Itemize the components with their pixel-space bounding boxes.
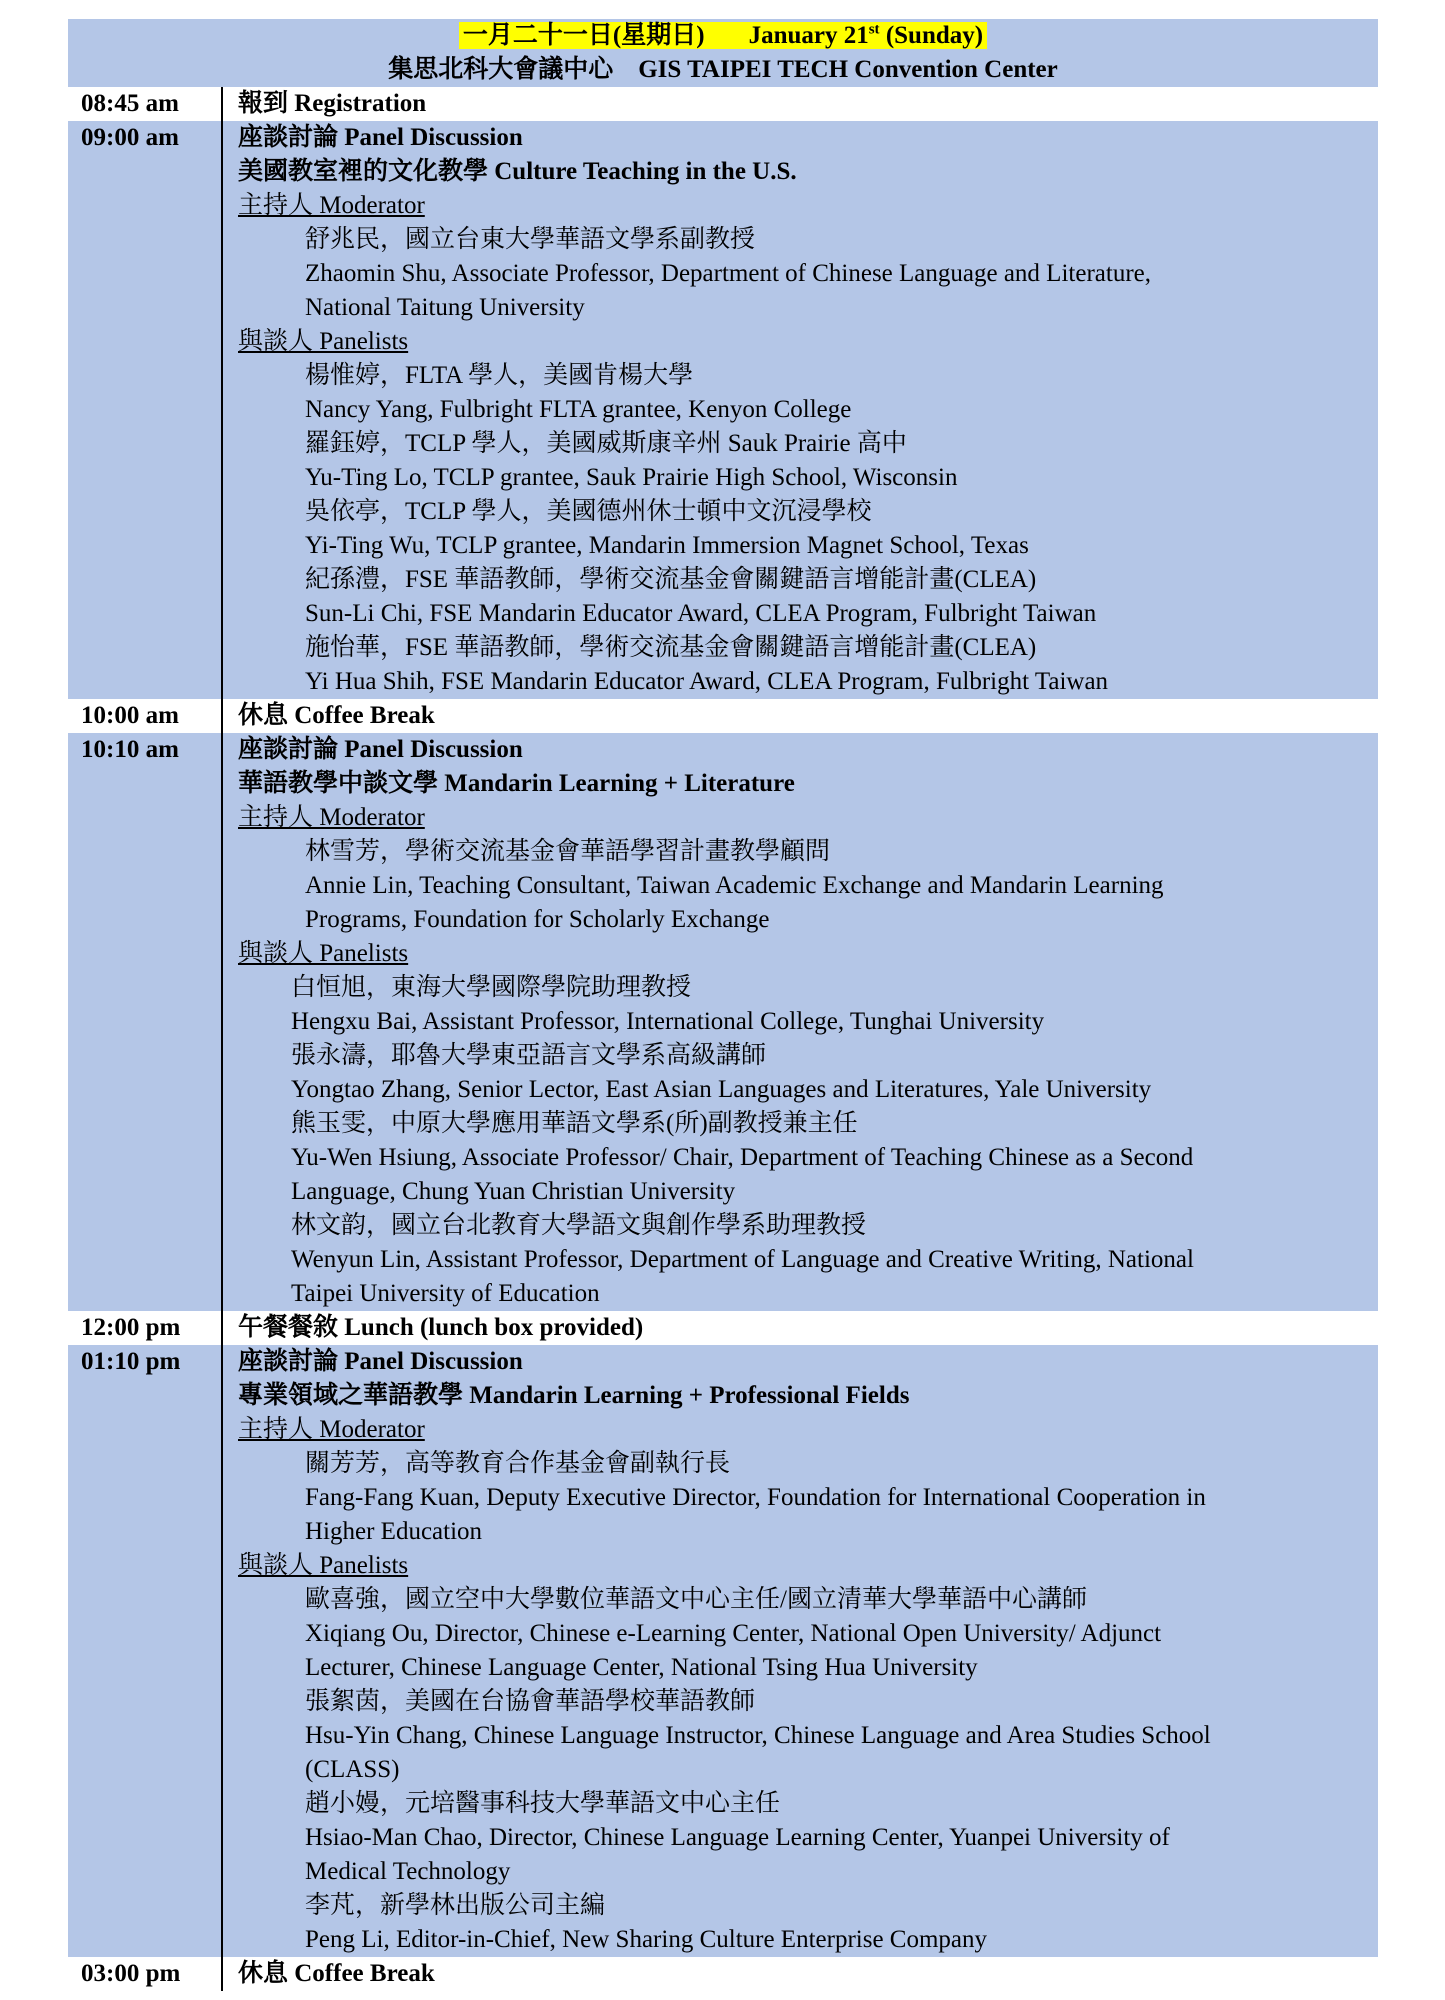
- panelist-line: Medical Technology: [305, 1858, 511, 1885]
- panelist-line: Yu-Wen Hsiung, Associate Professor/ Chair, Department of Teaching Chinese as a Second: [291, 1144, 1194, 1171]
- panelist-line: Peng Li, Editor-in-Chief, New Sharing Culture Enterprise Company: [305, 1926, 988, 1953]
- time-cell: 09:00 am: [68, 121, 223, 699]
- moderator-line: Higher Education: [305, 1518, 483, 1545]
- date-en: January 21st (Sunday): [748, 21, 984, 49]
- schedule-row-coffee-break-1: [68, 699, 1378, 733]
- session-kind: 座談討論 Panel Discussion: [238, 736, 523, 763]
- schedule-row-panel-3: [68, 1345, 1378, 1957]
- session-title: 華語教學中談文學 Mandarin Learning + Literature: [238, 770, 795, 797]
- lunch-item: 午餐餐敘 Lunch (lunch box provided): [238, 1314, 644, 1341]
- panelist-line: 熊玉雯，中原大學應用華語文學系(所)副教授兼主任: [291, 1110, 858, 1137]
- panelist-line: Hsiao-Man Chao, Director, Chinese Language Learning Center, Yuanpei University of: [305, 1824, 1170, 1851]
- session-kind: 座談討論 Panel Discussion: [238, 124, 523, 151]
- moderator-line: National Taitung University: [305, 294, 585, 321]
- time-cell: 03:00 pm: [68, 1957, 223, 1991]
- session-title: 專業領域之華語教學 Mandarin Learning + Professional Fields: [238, 1382, 910, 1409]
- panelist-line: 楊惟婷，FLTA 學人，美國肯楊大學: [305, 362, 694, 389]
- panelist-line: Sun-Li Chi, FSE Mandarin Educator Award, CLEA Program, Fulbright Taiwan: [305, 600, 1097, 627]
- moderator-line: 林雪芳，學術交流基金會華語學習計畫教學顧問: [305, 838, 831, 865]
- session-kind: 座談討論 Panel Discussion: [238, 1348, 523, 1375]
- schedule-row-panel-1: [68, 121, 1378, 699]
- date-highlight: [459, 22, 987, 49]
- panelist-line: Taipei University of Education: [291, 1280, 600, 1307]
- panelist-line: 施怡華，FSE 華語教師，學術交流基金會關鍵語言增能計畫(CLEA): [305, 634, 1037, 661]
- time-cell: 10:10 am: [68, 733, 223, 1311]
- moderator-line: Fang-Fang Kuan, Deputy Executive Director, Foundation for International Cooperation in: [305, 1484, 1206, 1511]
- venue: 集思北科大會議中心 GIS TAIPEI TECH Convention Center: [388, 56, 1058, 83]
- panelists-label: 與談人 Panelists: [238, 1552, 409, 1579]
- panelist-line: Nancy Yang, Fulbright FLTA grantee, Kenyon College: [305, 396, 852, 423]
- panelist-line: (CLASS): [305, 1756, 400, 1783]
- time-cell: 12:00 pm: [68, 1311, 223, 1345]
- panelist-line: Yu-Ting Lo, TCLP grantee, Sauk Prairie High School, Wisconsin: [305, 464, 958, 491]
- panel-1-details: [223, 121, 1378, 699]
- panelists-label: 與談人 Panelists: [238, 328, 409, 355]
- session-title: 美國教室裡的文化教學 Culture Teaching in the U.S.: [238, 158, 797, 185]
- panel-3-details: [223, 1345, 1378, 1957]
- panel-2-details: [223, 733, 1378, 1311]
- panelist-line: 歐喜強，國立空中大學數位華語文中心主任/國立清華大學華語中心講師: [305, 1586, 1087, 1613]
- panelist-line: Hsu-Yin Chang, Chinese Language Instructor, Chinese Language and Area Studies School: [305, 1722, 1211, 1749]
- panelist-line: 張絮茵，美國在台協會華語學校華語教師: [305, 1688, 756, 1715]
- moderator-line: 舒兆民，國立台東大學華語文學系副教授: [305, 226, 756, 253]
- moderator-line: Annie Lin, Teaching Consultant, Taiwan Academic Exchange and Mandarin Learning: [305, 872, 1164, 899]
- time-cell: 01:10 pm: [68, 1345, 223, 1957]
- panelist-line: 紀孫澧，FSE 華語教師，學術交流基金會關鍵語言增能計畫(CLEA): [305, 566, 1037, 593]
- panelist-line: 吳依亭，TCLP 學人，美國德州休士頓中文沉浸學校: [305, 498, 872, 525]
- coffee-break-item: 休息 Coffee Break: [238, 1960, 435, 1987]
- moderator-line: Programs, Foundation for Scholarly Exchange: [305, 906, 770, 933]
- schedule-row-panel-2: [68, 733, 1378, 1311]
- schedule-row-coffee-break-2: [68, 1957, 1378, 1991]
- program-schedule: [68, 19, 1378, 1991]
- panelist-line: Lecturer, Chinese Language Center, National Tsing Hua University: [305, 1654, 978, 1681]
- panelists-label: 與談人 Panelists: [238, 940, 409, 967]
- moderator-label: 主持人 Moderator: [238, 804, 425, 831]
- panelist-line: 張永濤，耶魯大學東亞語言文學系高級講師: [291, 1042, 767, 1069]
- panelist-line: Language, Chung Yuan Christian University: [291, 1178, 736, 1205]
- moderator-label: 主持人 Moderator: [238, 1416, 425, 1443]
- schedule-row-registration: [68, 87, 1378, 121]
- coffee-break-item: 休息 Coffee Break: [238, 702, 435, 729]
- time-cell: 08:45 am: [68, 87, 223, 121]
- date-line: [68, 19, 1378, 53]
- moderator-line: Zhaomin Shu, Associate Professor, Department of Chinese Language and Literature,: [305, 260, 1151, 287]
- panelist-line: Xiqiang Ou, Director, Chinese e-Learning Center, National Open University/ Adjunct: [305, 1620, 1162, 1647]
- panelist-line: 林文韵，國立台北教育大學語文與創作學系助理教授: [291, 1212, 867, 1239]
- panelist-line: Yi-Ting Wu, TCLP grantee, Mandarin Immersion Magnet School, Texas: [305, 532, 1029, 559]
- panelist-line: Wenyun Lin, Assistant Professor, Department of Language and Creative Writing, National: [291, 1246, 1194, 1273]
- date-zh: 一月二十一日(星期日): [462, 22, 705, 49]
- panelist-line: Hengxu Bai, Assistant Professor, International College, Tunghai University: [291, 1008, 1045, 1035]
- panelist-line: 羅鈺婷，TCLP 學人，美國威斯康辛州 Sauk Prairie 高中: [305, 430, 907, 457]
- registration-item: 報到 Registration: [238, 90, 427, 117]
- schedule-row-lunch: [68, 1311, 1378, 1345]
- schedule-header: [68, 19, 1378, 87]
- panelist-line: Yongtao Zhang, Senior Lector, East Asian Languages and Literatures, Yale University: [291, 1076, 1152, 1103]
- time-cell: 10:00 am: [68, 699, 223, 733]
- panelist-line: 趙小嫚，元培醫事科技大學華語文中心主任: [305, 1790, 781, 1817]
- moderator-label: 主持人 Moderator: [238, 192, 425, 219]
- moderator-line: 關芳芳，高等教育合作基金會副執行長: [305, 1450, 731, 1477]
- panelist-line: 李芃，新學林出版公司主編: [305, 1892, 606, 1919]
- panelist-line: 白恒旭，東海大學國際學院助理教授: [291, 974, 692, 1001]
- panelist-line: Yi Hua Shih, FSE Mandarin Educator Award, CLEA Program, Fulbright Taiwan: [305, 668, 1109, 695]
